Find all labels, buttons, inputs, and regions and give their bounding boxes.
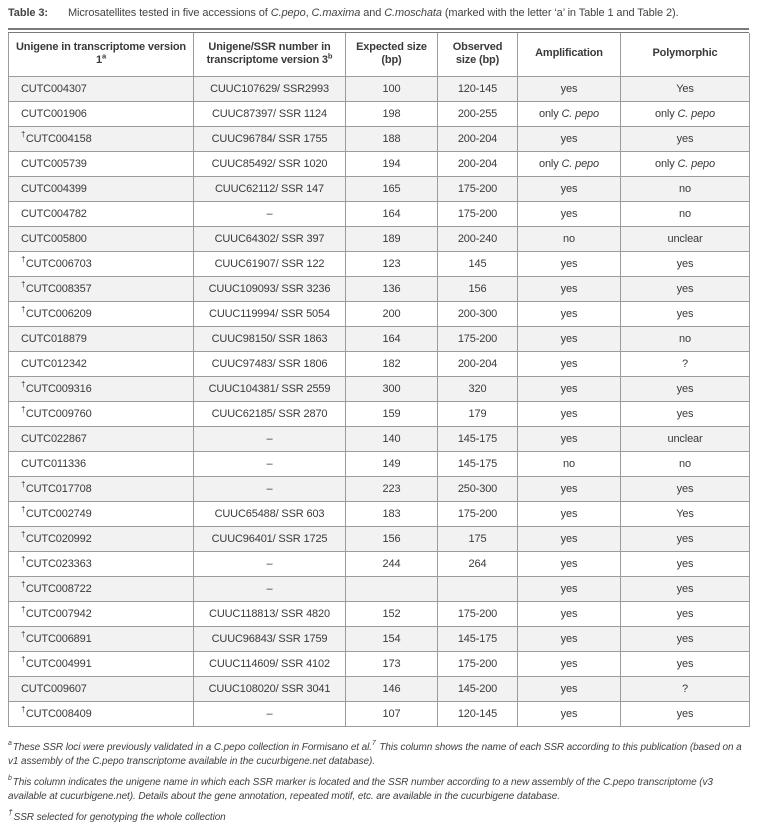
table-row bbox=[9, 501, 750, 526]
cell-polymorphic: unclear bbox=[621, 226, 750, 251]
cell-unigene-ssr-v3: CUUC96401/ SSR 1725 bbox=[194, 526, 346, 551]
table-row bbox=[9, 551, 750, 576]
footnote-a: $^a$These SSR loci were previously validated in a C.pepo collection in Formisano et al.$^7$ This column shows the name of each SSR according to this publication (based on a v1 assembly of the C.pepo transcriptome available in the cucurbigene.net database). bbox=[8, 740, 742, 767]
cell-unigene-ssr-v3: CUUC114609/ SSR 4102 bbox=[194, 651, 346, 676]
cell-unigene-v1: CUTC005739 bbox=[9, 151, 194, 176]
table-row bbox=[9, 651, 750, 676]
cell-unigene-ssr-v3: CUUC104381/ SSR 2559 bbox=[194, 376, 346, 401]
table-row bbox=[9, 526, 750, 551]
cell-observed-size: 200-204 bbox=[438, 126, 518, 151]
cell-observed-size: 175-200 bbox=[438, 176, 518, 201]
cell-polymorphic: only C. pepo bbox=[621, 101, 750, 126]
cell-expected-size: 200 bbox=[346, 301, 438, 326]
cell-unigene-v1: †CUTC020992 bbox=[9, 526, 194, 551]
cell-unigene-ssr-v3: CUUC87397/ SSR 1124 bbox=[194, 101, 346, 126]
table-row bbox=[9, 301, 750, 326]
cell-unigene-ssr-v3: CUUC107629/ SSR2993 bbox=[194, 76, 346, 101]
cell-observed-size: 145-200 bbox=[438, 676, 518, 701]
table-caption-text: Microsatellites tested in five accessions of C.pepo, C.maxima and C.moschata (marked with the letter ‘a’ in Table 1 and Table 2). bbox=[67, 7, 679, 19]
cell-polymorphic: yes bbox=[621, 476, 750, 501]
table-body bbox=[9, 76, 750, 726]
cell-unigene-v1: †CUTC004158 bbox=[9, 126, 194, 151]
cell-observed-size bbox=[438, 576, 518, 601]
cell-polymorphic: ? bbox=[621, 351, 750, 376]
column-header-expected-size: Expected size (bp) bbox=[346, 33, 438, 76]
cell-unigene-ssr-v3: CUUC96784/ SSR 1755 bbox=[194, 126, 346, 151]
cell-amplification: yes bbox=[518, 676, 621, 701]
cell-amplification: yes bbox=[518, 526, 621, 551]
column-header-observed-size: Observed size (bp) bbox=[438, 33, 518, 76]
cell-amplification: yes bbox=[518, 326, 621, 351]
cell-unigene-v1: †CUTC017708 bbox=[9, 476, 194, 501]
cell-expected-size: 164 bbox=[346, 201, 438, 226]
table-row bbox=[9, 351, 750, 376]
cell-polymorphic: no bbox=[621, 201, 750, 226]
cell-polymorphic: ? bbox=[621, 676, 750, 701]
cell-unigene-v1: †CUTC009760 bbox=[9, 401, 194, 426]
cell-amplification: yes bbox=[518, 476, 621, 501]
footnote-b: $^b$This column indicates the unigene name in which each SSR marker is located and the SSR number according to a new assembly of the C.pepo transcriptome (v3 available at cucurbigene.net). Details about the gene annotation, repeated motif, etc. are available in the cucurbigene database. bbox=[8, 775, 713, 802]
cell-unigene-v1: CUTC004307 bbox=[9, 76, 194, 101]
cell-expected-size: 182 bbox=[346, 351, 438, 376]
cell-unigene-v1: CUTC001906 bbox=[9, 101, 194, 126]
cell-observed-size: 145-175 bbox=[438, 426, 518, 451]
cell-polymorphic: no bbox=[621, 176, 750, 201]
table-row bbox=[9, 151, 750, 176]
cell-polymorphic: yes bbox=[621, 376, 750, 401]
cell-unigene-ssr-v3: CUUC64302/ SSR 397 bbox=[194, 226, 346, 251]
cell-unigene-v1: †CUTC002749 bbox=[9, 501, 194, 526]
cell-amplification: yes bbox=[518, 576, 621, 601]
cell-expected-size: 140 bbox=[346, 426, 438, 451]
cell-expected-size: 136 bbox=[346, 276, 438, 301]
cell-polymorphic: yes bbox=[621, 126, 750, 151]
microsatellites-table bbox=[8, 33, 750, 727]
cell-observed-size: 156 bbox=[438, 276, 518, 301]
column-header-unigene-v1: Unigene in transcriptome version 1$^a$ bbox=[9, 33, 194, 76]
cell-unigene-v1: †CUTC008722 bbox=[9, 576, 194, 601]
cell-observed-size: 175-200 bbox=[438, 651, 518, 676]
cell-unigene-ssr-v3: CUUC65488/ SSR 603 bbox=[194, 501, 346, 526]
cell-unigene-v1: CUTC018879 bbox=[9, 326, 194, 351]
cell-amplification: yes bbox=[518, 501, 621, 526]
cell-polymorphic: yes bbox=[621, 626, 750, 651]
cell-unigene-v1: †CUTC009316 bbox=[9, 376, 194, 401]
cell-unigene-ssr-v3: CUUC62185/ SSR 2870 bbox=[194, 401, 346, 426]
cell-unigene-ssr-v3: CUUC118813/ SSR 4820 bbox=[194, 601, 346, 626]
cell-polymorphic: unclear bbox=[621, 426, 750, 451]
cell-polymorphic: no bbox=[621, 326, 750, 351]
table-row bbox=[9, 676, 750, 701]
cell-unigene-ssr-v3: – bbox=[194, 701, 346, 726]
cell-unigene-ssr-v3: – bbox=[194, 426, 346, 451]
header-row bbox=[9, 33, 750, 76]
cell-polymorphic: yes bbox=[621, 301, 750, 326]
cell-unigene-v1: †CUTC006703 bbox=[9, 251, 194, 276]
cell-observed-size: 179 bbox=[438, 401, 518, 426]
cell-observed-size: 250-300 bbox=[438, 476, 518, 501]
cell-polymorphic: Yes bbox=[621, 76, 750, 101]
table-row bbox=[9, 326, 750, 351]
cell-amplification: yes bbox=[518, 651, 621, 676]
cell-unigene-v1: CUTC012342 bbox=[9, 351, 194, 376]
cell-unigene-v1: †CUTC004991 bbox=[9, 651, 194, 676]
cell-expected-size: 100 bbox=[346, 76, 438, 101]
column-header-polymorphic: Polymorphic bbox=[621, 33, 750, 76]
cell-amplification: no bbox=[518, 451, 621, 476]
table-row bbox=[9, 576, 750, 601]
cell-expected-size: 123 bbox=[346, 251, 438, 276]
cell-expected-size: 146 bbox=[346, 676, 438, 701]
cell-unigene-ssr-v3: CUUC85492/ SSR 1020 bbox=[194, 151, 346, 176]
cell-amplification: yes bbox=[518, 376, 621, 401]
cell-unigene-v1: CUTC009607 bbox=[9, 676, 194, 701]
cell-polymorphic: yes bbox=[621, 701, 750, 726]
cell-amplification: yes bbox=[518, 351, 621, 376]
cell-amplification: yes bbox=[518, 126, 621, 151]
table-row bbox=[9, 401, 750, 426]
cell-unigene-ssr-v3: CUUC62112/ SSR 147 bbox=[194, 176, 346, 201]
table-row bbox=[9, 126, 750, 151]
cell-unigene-v1: CUTC004782 bbox=[9, 201, 194, 226]
column-header-amplification: Amplification bbox=[518, 33, 621, 76]
cell-observed-size: 120-145 bbox=[438, 76, 518, 101]
cell-expected-size: 198 bbox=[346, 101, 438, 126]
cell-amplification: yes bbox=[518, 201, 621, 226]
cell-unigene-v1: CUTC022867 bbox=[9, 426, 194, 451]
cell-amplification: yes bbox=[518, 76, 621, 101]
footnotes bbox=[8, 741, 749, 826]
cell-amplification: yes bbox=[518, 301, 621, 326]
cell-amplification: only C. pepo bbox=[518, 151, 621, 176]
cell-unigene-ssr-v3: – bbox=[194, 201, 346, 226]
cell-amplification: yes bbox=[518, 551, 621, 576]
cell-amplification: yes bbox=[518, 401, 621, 426]
cell-unigene-v1: †CUTC006891 bbox=[9, 626, 194, 651]
table-row bbox=[9, 376, 750, 401]
cell-polymorphic: yes bbox=[621, 651, 750, 676]
cell-expected-size: 183 bbox=[346, 501, 438, 526]
cell-amplification: yes bbox=[518, 626, 621, 651]
cell-observed-size: 175-200 bbox=[438, 601, 518, 626]
cell-amplification: yes bbox=[518, 176, 621, 201]
cell-amplification: only C. pepo bbox=[518, 101, 621, 126]
cell-unigene-ssr-v3: CUUC96843/ SSR 1759 bbox=[194, 626, 346, 651]
cell-unigene-ssr-v3: CUUC109093/ SSR 3236 bbox=[194, 276, 346, 301]
cell-observed-size: 200-255 bbox=[438, 101, 518, 126]
cell-observed-size: 264 bbox=[438, 551, 518, 576]
cell-polymorphic: only C. pepo bbox=[621, 151, 750, 176]
cell-expected-size: 152 bbox=[346, 601, 438, 626]
table-row bbox=[9, 426, 750, 451]
cell-unigene-v1: CUTC005800 bbox=[9, 226, 194, 251]
footnote-dagger: †SSR selected for genotyping the whole collection bbox=[8, 807, 226, 823]
table-row bbox=[9, 201, 750, 226]
cell-observed-size: 175 bbox=[438, 526, 518, 551]
cell-unigene-ssr-v3: CUUC108020/ SSR 3041 bbox=[194, 676, 346, 701]
cell-expected-size: 188 bbox=[346, 126, 438, 151]
table-row bbox=[9, 276, 750, 301]
cell-observed-size: 120-145 bbox=[438, 701, 518, 726]
table-row bbox=[9, 251, 750, 276]
cell-polymorphic: yes bbox=[621, 551, 750, 576]
table-row bbox=[9, 176, 750, 201]
cell-unigene-ssr-v3: – bbox=[194, 576, 346, 601]
table-caption-label: Table 3: bbox=[8, 7, 48, 19]
cell-unigene-v1: †CUTC023363 bbox=[9, 551, 194, 576]
cell-expected-size: 165 bbox=[346, 176, 438, 201]
cell-polymorphic: yes bbox=[621, 251, 750, 276]
cell-observed-size: 175-200 bbox=[438, 326, 518, 351]
cell-expected-size: 156 bbox=[346, 526, 438, 551]
cell-unigene-v1: CUTC011336 bbox=[9, 451, 194, 476]
table-row bbox=[9, 226, 750, 251]
cell-observed-size: 145 bbox=[438, 251, 518, 276]
table-row bbox=[9, 626, 750, 651]
cell-amplification: yes bbox=[518, 701, 621, 726]
cell-observed-size: 320 bbox=[438, 376, 518, 401]
cell-observed-size: 175-200 bbox=[438, 201, 518, 226]
cell-expected-size: 164 bbox=[346, 326, 438, 351]
cell-observed-size: 200-300 bbox=[438, 301, 518, 326]
cell-expected-size: 300 bbox=[346, 376, 438, 401]
cell-expected-size: 149 bbox=[346, 451, 438, 476]
table-row bbox=[9, 451, 750, 476]
table-row bbox=[9, 101, 750, 126]
cell-polymorphic: no bbox=[621, 451, 750, 476]
table-row bbox=[9, 701, 750, 726]
cell-unigene-ssr-v3: – bbox=[194, 476, 346, 501]
cell-unigene-v1: †CUTC006209 bbox=[9, 301, 194, 326]
cell-unigene-ssr-v3: CUUC61907/ SSR 122 bbox=[194, 251, 346, 276]
table-row bbox=[9, 601, 750, 626]
cell-unigene-ssr-v3: – bbox=[194, 551, 346, 576]
table-row bbox=[9, 76, 750, 101]
cell-expected-size: 244 bbox=[346, 551, 438, 576]
cell-expected-size: 194 bbox=[346, 151, 438, 176]
cell-observed-size: 200-204 bbox=[438, 151, 518, 176]
cell-observed-size: 200-204 bbox=[438, 351, 518, 376]
table-header bbox=[9, 33, 750, 76]
cell-expected-size: 107 bbox=[346, 701, 438, 726]
cell-amplification: no bbox=[518, 226, 621, 251]
cell-polymorphic: yes bbox=[621, 401, 750, 426]
cell-expected-size: 154 bbox=[346, 626, 438, 651]
cell-unigene-v1: †CUTC008357 bbox=[9, 276, 194, 301]
cell-unigene-ssr-v3: CUUC119994/ SSR 5054 bbox=[194, 301, 346, 326]
cell-observed-size: 145-175 bbox=[438, 451, 518, 476]
table-row bbox=[9, 476, 750, 501]
column-header-unigene-ssr-v3: Unigene/SSR number in transcriptome version 3$^b$ bbox=[194, 33, 346, 76]
table-caption bbox=[8, 6, 749, 20]
cell-unigene-ssr-v3: CUUC97483/ SSR 1806 bbox=[194, 351, 346, 376]
cell-unigene-v1: †CUTC008409 bbox=[9, 701, 194, 726]
cell-observed-size: 145-175 bbox=[438, 626, 518, 651]
cell-unigene-ssr-v3: – bbox=[194, 451, 346, 476]
cell-polymorphic: yes bbox=[621, 276, 750, 301]
cell-expected-size: 173 bbox=[346, 651, 438, 676]
cell-observed-size: 175-200 bbox=[438, 501, 518, 526]
cell-polymorphic: yes bbox=[621, 526, 750, 551]
cell-unigene-ssr-v3: CUUC98150/ SSR 1863 bbox=[194, 326, 346, 351]
cell-expected-size: 189 bbox=[346, 226, 438, 251]
cell-expected-size: 159 bbox=[346, 401, 438, 426]
cell-polymorphic: Yes bbox=[621, 501, 750, 526]
cell-amplification: yes bbox=[518, 601, 621, 626]
cell-observed-size: 200-240 bbox=[438, 226, 518, 251]
cell-polymorphic: yes bbox=[621, 576, 750, 601]
cell-amplification: yes bbox=[518, 251, 621, 276]
cell-unigene-v1: †CUTC007942 bbox=[9, 601, 194, 626]
cell-amplification: yes bbox=[518, 276, 621, 301]
cell-expected-size bbox=[346, 576, 438, 601]
cell-amplification: yes bbox=[518, 426, 621, 451]
cell-polymorphic: yes bbox=[621, 601, 750, 626]
cell-expected-size: 223 bbox=[346, 476, 438, 501]
cell-unigene-v1: CUTC004399 bbox=[9, 176, 194, 201]
